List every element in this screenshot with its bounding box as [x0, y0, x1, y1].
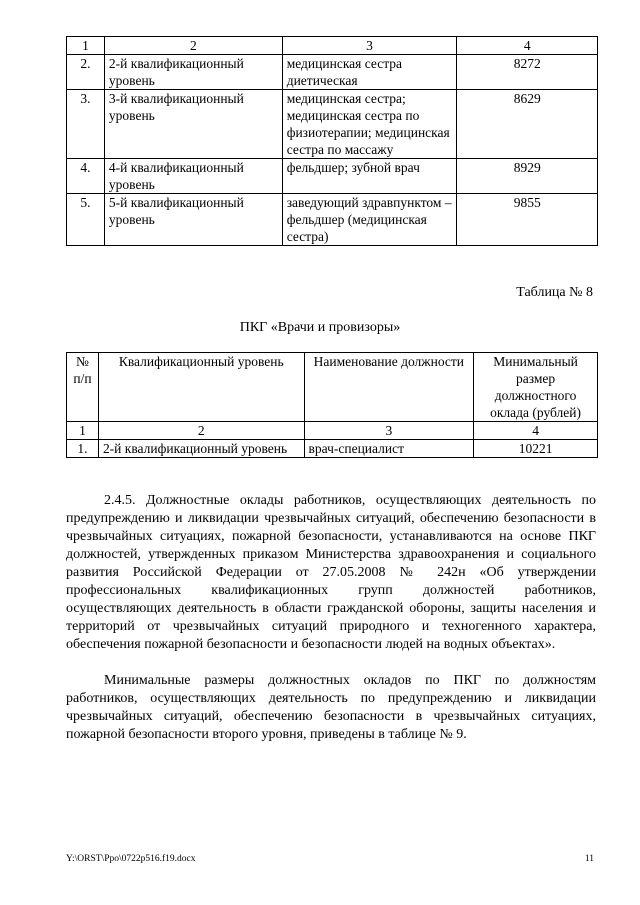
page-number: 11 [584, 854, 594, 864]
column-number: 3 [304, 422, 474, 440]
header-cell-position: Наименование должности [304, 353, 474, 422]
table-row [67, 440, 598, 458]
column-number: 4 [474, 422, 598, 440]
row-number: 4. [67, 159, 105, 194]
qualification-level: 2-й квалификационный уровень [98, 440, 304, 458]
salary-value: 8629 [457, 90, 598, 159]
row-number: 2. [67, 55, 105, 90]
table-row [67, 159, 598, 194]
row-number: 1. [67, 440, 99, 458]
table-column-number-row [67, 422, 598, 440]
position-name: врач-специалист [304, 440, 474, 458]
row-number: 3. [67, 90, 105, 159]
salary-value: 8929 [457, 159, 598, 194]
body-paragraph [66, 492, 596, 654]
position-name: фельдшер; зубной врач [282, 159, 457, 194]
qualification-level: 4-й квалификационный уровень [104, 159, 282, 194]
table-header-row [67, 37, 598, 55]
column-number: 2 [98, 422, 304, 440]
qualification-level: 3-й квалификационный уровень [104, 90, 282, 159]
qualification-level: 2-й квалификационный уровень [104, 55, 282, 90]
table-row [67, 90, 598, 159]
header-cell-salary: Минимальный размер должностного оклада (рублей) [474, 353, 598, 422]
body-paragraph [66, 672, 596, 744]
salary-value: 8272 [457, 55, 598, 90]
table-title: ПКГ «Врачи и провизоры» [239, 320, 401, 335]
header-cell: 3 [282, 37, 457, 55]
salary-value: 10221 [474, 440, 598, 458]
salary-value: 9855 [457, 194, 598, 246]
header-cell: 4 [457, 37, 598, 55]
position-name: медицинская сестра диетическая [282, 55, 457, 90]
salary-table-8 [66, 352, 598, 458]
table-number-label: Таблица № 8 [516, 285, 593, 300]
position-name: заведующий здравпунктом – фельдшер (медицинская сестра) [282, 194, 457, 246]
column-number: 1 [67, 422, 99, 440]
header-cell: 2 [104, 37, 282, 55]
table-row [67, 194, 598, 246]
header-cell-level: Квалификационный уровень [98, 353, 304, 422]
header-cell-number: № п/п [67, 353, 99, 422]
salary-table-top [66, 36, 598, 246]
header-cell: 1 [67, 37, 105, 55]
row-number: 5. [67, 194, 105, 246]
qualification-level: 5-й квалификационный уровень [104, 194, 282, 246]
paragraph-text: 2.4.5. Должностные оклады работников, осуществляющих деятельность по предупреждению и ликвидации чрезвычайных ситуаций, обеспечению безопасности в чрезвычайных ситуациях, пожарной безопасности, устанавливаются на основе ПКГ должностей, утвержденных приказом Министерства здравоохранения и социального развития Российской Федерации от 27.05.2008 № 242н «Об утверждении профессиональных квалификационных групп должностей работников, осуществляющих деятельность в области гражданской обороны, защиты населения и территорий от чрезвычайных ситуаций природного и техногенного характера, обеспечения пожарной безопасности и безопасности людей на водных объектах». [66, 493, 596, 652]
position-name: медицинская сестра; медицинская сестра по физиотерапии; медицинская сестра по массажу [282, 90, 457, 159]
table-header-row [67, 353, 598, 422]
table-row [67, 55, 598, 90]
footer-file-path: Y:\ORST\Ppo\0722p516.f19.docx [66, 854, 196, 864]
paragraph-text: Минимальные размеры должностных окладов по ПКГ по должностям работников, осуществляющих деятельность по предупреждению и ликвидации чрезвычайных ситуаций, обеспечению безопасности в чрезвычайных ситуациях, пожарной безопасности второго уровня, приведены в таблице № 9. [66, 673, 596, 742]
